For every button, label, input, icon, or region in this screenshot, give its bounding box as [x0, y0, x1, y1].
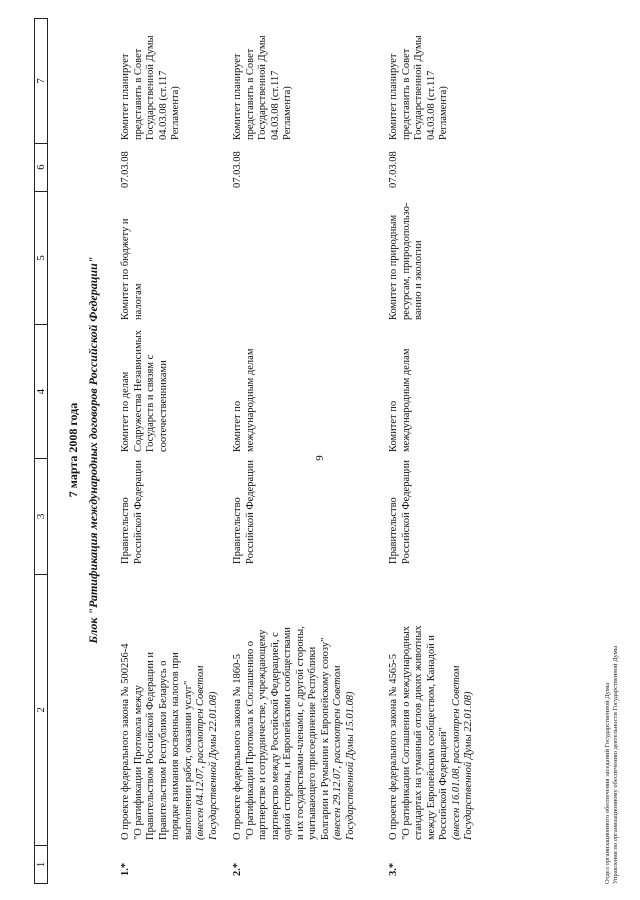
initiator: Правительство Российской Федерации — [120, 460, 144, 564]
bill-line: партнерстве и сотрудничестве, учреждающему — [257, 629, 268, 840]
bill-description — [388, 570, 476, 840]
co-committee: Комитет по природным ресурсам, природопользо-ванию и экологии — [388, 202, 424, 320]
bill-line: между Европейским сообществом, Канадой и — [425, 634, 437, 840]
bill-line: О проекте федерального закона № 1860-5 — [232, 653, 243, 840]
bill-line: О проекте федерального закона № 4565-5 — [388, 653, 399, 840]
column-header-5: 5 — [35, 191, 47, 325]
column-header-6: 6 — [35, 143, 47, 191]
bill-note: (внесен 04.12.07, рассмотрен Советом — [195, 665, 206, 840]
plan-note: Комитет планирует представить в Совет Государственной Думы 04.03.08 (ст.117 Регламента) — [388, 35, 449, 140]
bill-note: (внесен 16.01.08, рассмотрен Советом — [450, 665, 462, 840]
column-header-4: 4 — [35, 324, 47, 458]
footer-line: Отдел организационного обеспечения заседаний Государственной Думы — [604, 682, 611, 884]
bill-line: О проекте федерального закона № 500256-4 — [120, 643, 131, 840]
bill-line: учитывающего присоединение Республики — [307, 646, 318, 840]
row-number: 1.* — [120, 862, 131, 876]
column-header-2: 2 — [35, 574, 47, 845]
bill-line: и их государствами-членами, с другой стороны, — [294, 626, 306, 840]
page-number: 9 — [314, 455, 326, 461]
initiator: Правительство Российской Федерации — [388, 460, 412, 564]
bill-line: Российской Федерацией" — [438, 727, 449, 840]
bill-description — [120, 570, 220, 840]
bill-line: выполнении работ, оказании услуг" — [182, 680, 194, 840]
responsible-committee: Комитет по делам Содружества Независимых Государств и связям с соотечественниками — [120, 330, 169, 452]
date: 07.03.08 — [232, 151, 243, 188]
initiator: Правительство Российской Федерации — [232, 460, 256, 564]
bill-line: партнерство между Российской Федерацией, с — [269, 632, 281, 840]
footer-line: Управления по организационному обеспечению деятельности Государственной Думы — [612, 645, 619, 884]
column-header-7: 7 — [35, 78, 47, 84]
block-title: Блок "Ратификация международных договоров Российской Федерации" — [86, 256, 100, 644]
row-number: 3.* — [388, 862, 399, 876]
bill-line: одной стороны, и Европейскими сообществами — [282, 627, 293, 840]
column-header-1: 1 — [35, 845, 47, 883]
column-header-3: 3 — [35, 458, 47, 574]
bill-line: "О ратификации Соглашения о международных — [400, 626, 412, 840]
bill-note: Государственной Думы 22.01.08) — [463, 691, 474, 840]
bill-line: Правительством Республики Беларусь о — [157, 660, 169, 840]
co-committee: Комитет по бюджету и налогам — [120, 218, 144, 320]
bill-description — [232, 570, 357, 840]
bill-note: (внесен 29.12.07, рассмотрен Советом — [332, 665, 343, 840]
responsible-committee: Комитет по международным делам — [388, 348, 412, 452]
date-heading: 7 марта 2008 года — [66, 402, 80, 498]
bill-line: Правительством Российской Федерации и — [145, 651, 156, 840]
date: 07.03.08 — [120, 151, 131, 188]
plan-note: Комитет планирует представить в Совет Государственной Думы 04.03.08 (ст.117 Регламента) — [120, 35, 181, 140]
bill-note: Государственной Думы 15.01.08) — [344, 691, 356, 840]
bill-line: Болгарии и Румынии к Европейскому союзу" — [319, 637, 331, 840]
bill-note: Государственной Думы 22.01.08) — [207, 691, 219, 840]
bill-line: порядке взимания косвенных налогов при — [170, 652, 181, 840]
responsible-committee: Комитет по международным делам — [232, 348, 256, 452]
plan-note: Комитет планирует представить в Совет Государственной Думы 04.03.08 (ст.117 Регламента) — [232, 35, 293, 140]
bill-line: "О ратификации Протокола к Соглашению о — [244, 640, 256, 840]
date: 07.03.08 — [388, 151, 399, 188]
bill-line: "О ратификации Протокола между — [132, 685, 144, 840]
footer — [604, 646, 620, 884]
row-number: 2.* — [232, 862, 243, 876]
bill-line: стандартах на гуманный отлов диких животных — [413, 625, 424, 840]
column-header-row — [34, 18, 48, 884]
